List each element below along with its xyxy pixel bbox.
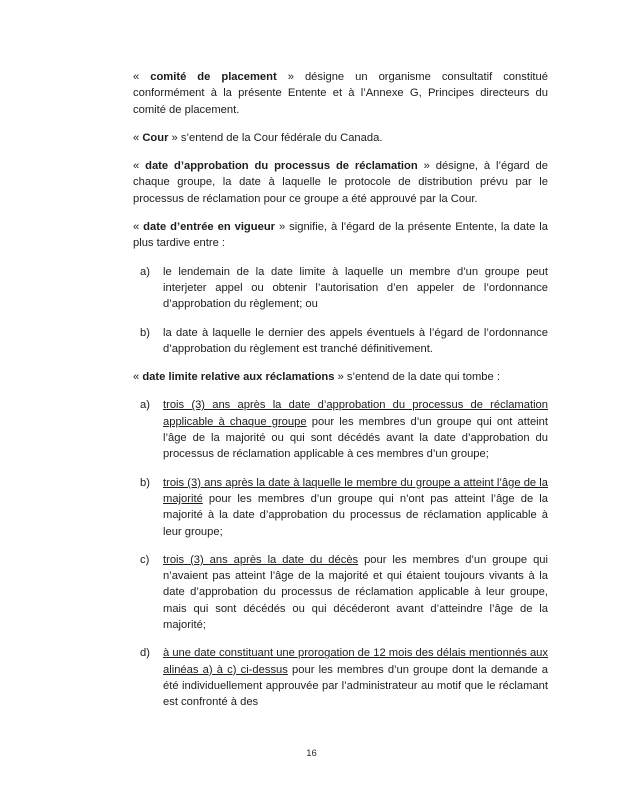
close-guillemet: » <box>417 160 430 173</box>
defined-term: date d’approbation du processus de réclamation <box>145 160 418 173</box>
list-item-claims-deadline-c <box>133 552 548 633</box>
list-item-marker: a) <box>140 399 150 412</box>
open-guillemet: « <box>133 131 143 144</box>
definition-date-limite-reclamations <box>133 369 548 385</box>
open-guillemet: « <box>133 71 151 83</box>
definition-body: désigne, à l’égard de chaque groupe, la date à laquelle le protocole de distribution prévu par le processus de réclamation pour ce groupe a été approuvé par la Cour. <box>133 160 548 205</box>
close-guillemet: » <box>276 71 294 83</box>
definition-date-approbation <box>133 158 548 207</box>
list-item-claims-deadline-d <box>133 645 548 710</box>
definition-comite-de-placement <box>133 69 548 118</box>
underlined-phrase: trois (3) ans après la date du décès <box>163 553 359 566</box>
list-item-text: pour les membres d’un groupe qui n’ont pas atteint l’âge de la majorité à la date d’approbation du processus de réclamation applicable à leur groupe; <box>163 492 548 538</box>
list-item-effective-date-a <box>133 264 548 313</box>
close-guillemet: » <box>168 131 178 144</box>
list-item-effective-date-b <box>133 325 548 358</box>
list-item-text: pour les membres d’un groupe qui n’avaient pas atteint l’âge de la majorité et qui étaient toujours vivants à la date d’approbation du processus de réclamation applicable à leur groupe, mais qui sont décédés ou qui décéderont avant d’atteindre l’âge de la majorité; <box>163 553 548 632</box>
list-item-marker: b) <box>140 476 150 489</box>
defined-term: Cour <box>142 131 169 144</box>
list-item-marker: c) <box>140 553 150 566</box>
list-item-marker: b) <box>140 326 150 339</box>
definition-date-entree-en-vigueur <box>133 219 548 252</box>
defined-term: date limite relative aux réclamations <box>142 371 335 384</box>
open-guillemet: « <box>133 160 146 173</box>
list-item-text: pour les membres d’un groupe dont la demande a été individuellement approuvée par l’administrateur au motif que le réclamant est confronté à des <box>163 663 548 709</box>
open-guillemet: « <box>133 371 143 384</box>
definition-cour <box>133 130 548 146</box>
open-guillemet: « <box>133 221 144 234</box>
defined-term: date d’entrée en vigueur <box>143 221 276 234</box>
definition-body: s’entend de la Cour fédérale du Canada. <box>177 131 383 144</box>
list-item-text: le lendemain de la date limite à laquelle un membre d’un groupe peut interjeter appel ou obtenir l’autorisation d’en appeler de l’ordonnance d’approbation du règlement; ou <box>163 265 548 311</box>
definition-body: s’entend de la date qui tombe : <box>343 371 500 384</box>
definition-body: désigne un organisme consultatif constitué conformément à la présente Entente et à l’Annexe G, Principes directeurs du comité de placement. <box>133 71 548 116</box>
underlined-phrase: trois (3) ans après la date à laquelle le membre du groupe a atteint l’âge de la majorité <box>163 476 548 505</box>
list-item-claims-deadline-b <box>133 475 548 540</box>
page-number: 16 <box>306 748 317 759</box>
definition-body: signifie, à l’égard de la présente Entente, la date la plus tardive entre : <box>133 221 548 250</box>
underlined-phrase: à une date constituant une prorogation de 12 mois des délais mentionnés aux alinéas a) à c) ci-dessus <box>163 647 548 676</box>
list-item-text: pour les membres d’un groupe qui ont atteint l’âge de la majorité ou qui sont décédés avant la date d’approbation du processus de réclamation applicable à ces membres d’un groupe; <box>163 415 548 461</box>
list-item-marker: d) <box>140 647 150 660</box>
close-guillemet: » <box>334 371 344 384</box>
list-item-marker: a) <box>140 265 150 278</box>
list-item-claims-deadline-a <box>133 397 548 462</box>
page-content <box>133 69 548 723</box>
defined-term: comité de placement <box>150 71 277 83</box>
underlined-phrase: trois (3) ans après la date d’approbation du processus de réclamation applicable à chaque groupe <box>163 399 548 428</box>
close-guillemet: » <box>275 221 286 234</box>
list-item-text: la date à laquelle le dernier des appels éventuels à l’égard de l’ordonnance d’approbation du règlement est tranché définitivement. <box>163 326 548 355</box>
